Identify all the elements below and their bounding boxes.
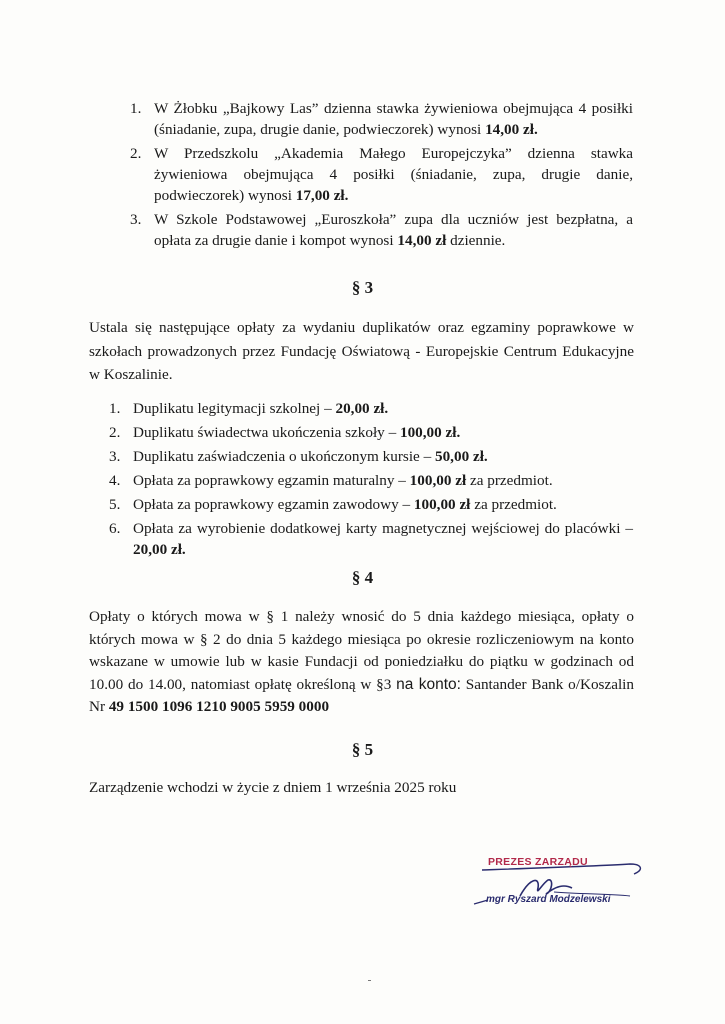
stamp-title: PREZES ZARZĄDU	[488, 856, 588, 868]
item-amount: 17,00 zł.	[295, 187, 349, 204]
item-tail: za przedmiot.	[470, 496, 557, 513]
item-amount: 50,00 zł.	[434, 448, 488, 465]
list-item-number: 3.	[109, 448, 121, 465]
list-item	[130, 143, 633, 206]
list-item-text	[133, 398, 633, 419]
section-3-intro: Ustala się następujące opłaty za wydaniu duplikatów oraz egzaminy poprawkowe w szkołach prowadzonych przez Fundację Oświatową - Europejskie Centrum Edukacyjne w Koszalinie.	[89, 319, 634, 383]
item-tail: za przedmiot.	[466, 472, 553, 489]
scan-speck	[368, 980, 371, 981]
list-item	[109, 518, 633, 560]
list-item	[130, 98, 633, 140]
section-4-payment-terms	[89, 606, 634, 719]
item-description: Opłata za poprawkowy egzamin zawodowy –	[133, 496, 414, 513]
item-amount: 20,00 zł.	[133, 541, 186, 558]
list-item-text	[154, 98, 633, 140]
account-label: na konto:	[396, 675, 461, 693]
list-item-text	[133, 494, 633, 515]
list-item-number: 1.	[109, 400, 121, 417]
item-description: Opłata za poprawkowy egzamin maturalny –	[133, 472, 410, 489]
item-amount: 20,00 zł.	[335, 400, 389, 417]
list-item	[109, 398, 633, 419]
item-description: W Żłobku „Bajkowy Las” dzienna stawka żywieniowa obejmująca 4 posiłki (śniadanie, zupa, drugie danie, podwieczorek) wynosi	[154, 100, 633, 138]
list-item-number: 4.	[109, 472, 121, 489]
list-item-number: 6.	[109, 520, 121, 537]
item-amount: 100,00 zł	[409, 472, 467, 489]
list-item	[109, 446, 633, 467]
bank-name: Santander Bank o/Koszalin Nr	[89, 675, 634, 715]
item-description: W Przedszkolu „Akademia Małego Europejczyka” dzienna stawka żywieniowa obejmująca 4 posiłki (śniadanie, zupa, drugie danie, podwieczorek) wynosi	[154, 145, 633, 204]
payment-terms-text: Opłaty o których mowa w § 1 należy wnosić do 5 dnia każdego miesiąca, opłaty o których mowa w § 2 do dnia 5 każdego miesiąca po okresie rozliczeniowym na konto wskazane w umowie lub w kasie Fundacji od poniedziałku do piątku w godzinach od 10.00 do 14.00, natomiast opłatę określoną w §3	[89, 608, 634, 693]
catering-rates-list	[130, 98, 633, 254]
list-item-text	[133, 446, 633, 467]
section-5-effective-date: Zarządzenie wchodzi w życie z dniem 1 września 2025 roku	[89, 779, 457, 796]
item-amount: 100,00 zł	[413, 496, 471, 513]
list-item	[109, 422, 633, 443]
item-description: Duplikatu zaświadczenia o ukończonym kursie –	[133, 448, 435, 465]
item-amount: 100,00 zł.	[399, 424, 461, 441]
list-item-number: 5.	[109, 496, 121, 513]
section-4-heading: § 4	[351, 568, 374, 587]
list-item-number: 3.	[130, 211, 142, 228]
list-item-number: 1.	[130, 100, 142, 117]
item-description: Duplikatu legitymacji szkolnej –	[133, 400, 336, 417]
list-item-text	[133, 518, 633, 560]
item-description: Opłata za wyrobienie dodatkowej karty magnetycznej wejściowej do placówki –	[133, 520, 633, 537]
section-5-heading: § 5	[351, 740, 374, 759]
list-item-text	[133, 422, 633, 443]
list-item-number: 2.	[109, 424, 121, 441]
list-item-text	[154, 143, 633, 206]
item-tail: dziennie.	[446, 232, 506, 249]
item-description: Duplikatu świadectwa ukończenia szkoły –	[133, 424, 400, 441]
account-number: 49 1500 1096 1210 9005 5959 0000	[108, 698, 330, 715]
president-stamp	[460, 848, 660, 918]
list-item	[130, 209, 633, 251]
section-3-heading: § 3	[351, 278, 374, 297]
item-amount: 14,00 zł	[397, 232, 447, 249]
stamp-name: mgr Ryszard Modzelewski	[486, 894, 611, 905]
list-item	[109, 470, 633, 491]
list-item-text	[154, 209, 633, 251]
list-item	[109, 494, 633, 515]
list-item-text	[133, 470, 633, 491]
duplicate-fees-list	[109, 398, 633, 563]
item-amount: 14,00 zł.	[485, 121, 538, 138]
item-description: W Szkole Podstawowej „Euroszkoła” zupa dla uczniów jest bezpłatna, a opłata za drugie danie i kompot wynosi	[154, 211, 633, 249]
list-item-number: 2.	[130, 145, 142, 162]
